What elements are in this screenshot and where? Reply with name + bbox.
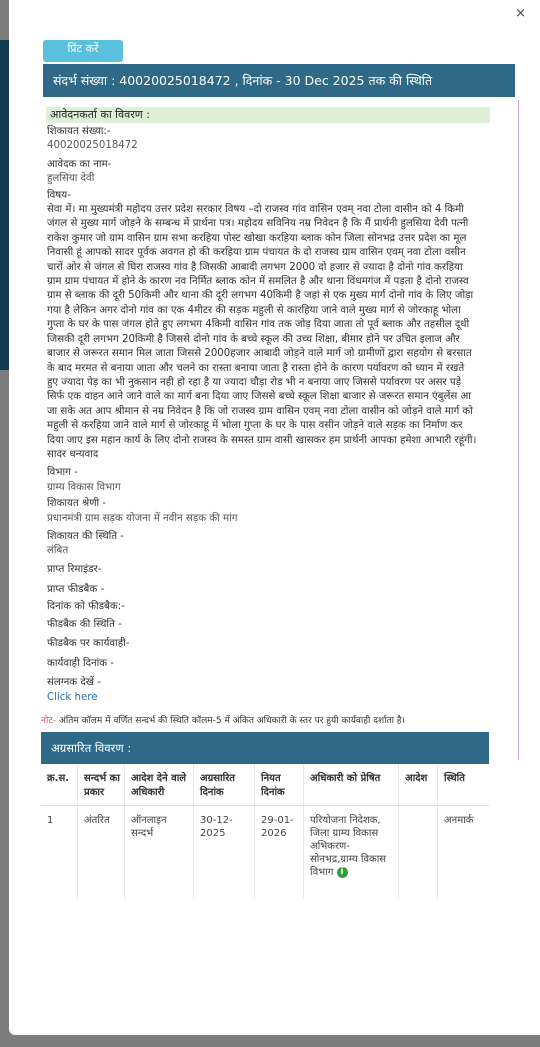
feedback-status-label: फीडबैक की स्थिति - — [47, 619, 122, 630]
note — [41, 713, 506, 726]
col-header: नियत दिनांक — [255, 764, 304, 806]
cell-officer: ऑनलाइन सन्दर्भ — [125, 806, 194, 900]
col-header: आदेश देने वाले अधिकारी — [125, 764, 194, 806]
scroll-divider — [518, 100, 519, 760]
col-header: आदेश — [399, 764, 438, 806]
department: ग्राम्य विकास विभाग — [47, 481, 121, 493]
attachment-link[interactable]: Click here — [47, 691, 98, 703]
info-icon[interactable]: i — [337, 867, 348, 878]
print-button[interactable]: प्रिंट करें — [43, 40, 123, 62]
col-header: अग्रसारित दिनांक — [194, 764, 255, 806]
cell-order — [399, 806, 438, 900]
category: प्रधानमंत्री ग्राम सड़क योजना में नवीन सड़क की मांग — [47, 512, 238, 524]
forwarding-table — [41, 764, 489, 899]
attachment-label: संलग्नक देखें - — [47, 677, 102, 689]
cell-sno: 1 — [41, 806, 78, 900]
modal-content[interactable] — [34, 100, 506, 940]
applicant-section-title: आवेदनकर्ता का विवरण : — [46, 107, 490, 123]
action-date-label: कार्यवाही दिनांक - — [47, 657, 115, 669]
complaint-number: 40020025018472 — [47, 140, 138, 152]
category-label: शिकायत श्रेणी - — [47, 498, 107, 510]
status-label: शिकायत की स्थिति - — [47, 530, 124, 542]
col-header: क्र.स. — [41, 764, 78, 806]
forwarding-section-title: अग्रसारित विवरण : — [41, 732, 489, 764]
subject-text: सेवा में। मा मुख्यमंत्री महोदय उत्तर प्रदेश सरकार विषय –दो राजस्व गांव वासिन एवम् नवा टोला वासीन को 4 किमी जंगल से मुख्य मार्ग जोड़ने के सम्बन्ध में प्रार्थना पत्र। महोदय सविनिय नम्र निवेदन है कि मैं प्रार्थनी हुलसिया देवी पत्नी राकेश कुमार जो ग्राम वासिन ग्राम सभा करहिया पोस्ट खोखा करहिया ब्लाक कोन जिला सोनभद्र उत्तर प्रदेश का मूल निवासी हूं आपको सादर पूर्वक अवगत हो की करहिया ग्राम पंचायत के दो राजस्व ग्राम वासिन एवम् नवा टोला वसीन चारों ओर से जंगल से घिरा राजस्व गांव है जिसकी आबादी लगभग 2000 दो हजार से ज्यादा है दोनो गांव करहिया ग्राम ग्राम पंचायत में होने के कारण नव निर्मित ब्लाक कोन में समलित है और थाना विंधमगंज में पड़ता है दोनो राजस्व ग्राम से ब्लाक की दूरी 50किमी और थाना की दूरी लगभग 40किमी है जहां से एक मुख्य मार्ग दोनो गांव के लिए जोड़ा गया है लेकिन अगर दोनो गांव का एक 4मीटर की सड़क महुली से कारहिया जाने वाले मुख्य मार्ग से जोरकाहू भोला गुप्ता के घर के पास जंगल होते हुए लगभग 4किमी वासिन गांव तक जोड़ दिया जाता तो पूर्व ब्लाक और तहसील दूधी जिसकी दूरी लगभग 20किमी है जिससे दोनो गांव के बच्चे स्कूल की उच्च शिक्षा, बीमार होने पर उचित इलाज और बाजार से जरूरत समान मिल जाता जिससे 2000हजार आबादी जोड़ने वाले मार्ग जो ग्रामीणों द्वारा सहयोग से बरसात के बाद मरमत से बनाया जाता और चलने का रास्ता बनाया जाता है रास्ता होने के कारण पर्यावरण को ध्यान में रखते हुए ज्यादा पेड़ का भी नुकसान नही हो रहा है या ज्यादा चौड़ा रोड भी न बनाया जाए जिससे पर्यावरण पर असर पड़े सिर्फ एक वाहन आने जाने वाले का मार्ग बना दिया जाए जिससे बच्चे स्कूल शिक्षा बाजार से जरूरत समान एंबुलेंस आ जा सके अत आप श्रीमान से नम्र निवेदन है कि जो राजस्व ग्राम वासिन एवम् नवा टोला वासीन को जोड़ने वाले मार्ग को महुली से करहिया जाने वाले मार्ग से जोरकाहू में भोला गुप्ता के घर के पास वसीन जोड़ने वाले सड़क का निर्माण कर दिया जाए इस महान कार्य के लिए दोनो राजस्व के समस्त ग्राम वासी खासकर हम प्रार्थनी आपका हमेशा आभारी रहूंगी। सादर धन्यवाद — [47, 204, 477, 460]
feedback-date-label: दिनांक को फीडबैक:- — [47, 600, 125, 612]
col-header: सन्दर्भ का प्रकार — [78, 764, 125, 806]
applicant-name: हुलसिया देवी — [47, 173, 95, 185]
cell-sent-to — [304, 806, 399, 900]
note-text: अंतिम कॉलम में वर्णित सन्दर्भ की स्थिति कॉलम-5 में अंकित अधिकारी के स्तर पर हुयी कार्यवाही दर्शाता है। — [56, 716, 405, 727]
cell-type: अंतरित — [78, 806, 125, 900]
cell-due-date: 29-01-2026 — [255, 806, 304, 900]
table-row — [41, 806, 489, 900]
feedback-action-label: फीडबैक पर कार्यवाही- — [47, 638, 130, 650]
department-label: विभाग - — [47, 467, 78, 479]
applicant-name-label: आवेदक का नाम- — [47, 158, 112, 170]
cell-status-link[interactable]: अनमार्क — [438, 806, 490, 900]
complaint-number-label: शिकायत संख्या:- — [47, 126, 111, 137]
reminder-label: प्राप्त रिमाइंडर- — [47, 563, 102, 575]
modal-title: संदर्भ संख्या : 40020025018472 , दिनांक - 30 Dec 2025 तक की स्थिति — [43, 64, 515, 97]
status-value: लंबित — [47, 545, 69, 557]
background-page-sidebar — [0, 40, 9, 370]
sent-to-text: परियोजना निदेशक, जिला ग्राम्य विकास अभिकरण-सोनभद्र,ग्राम्य विकास विभाग — [310, 815, 387, 879]
applicant-details — [47, 125, 477, 705]
close-icon[interactable]: × — [515, 6, 526, 21]
table-header-row — [41, 764, 489, 806]
subject-label: विषय- — [47, 189, 71, 201]
feedback-label: प्राप्त फीडबैक - — [47, 584, 105, 596]
cell-forward-date: 30-12-2025 — [194, 806, 255, 900]
col-header: अधिकारी को प्रेषित — [304, 764, 399, 806]
note-label: नोट- — [41, 716, 57, 727]
col-header: स्थिति — [444, 773, 465, 785]
